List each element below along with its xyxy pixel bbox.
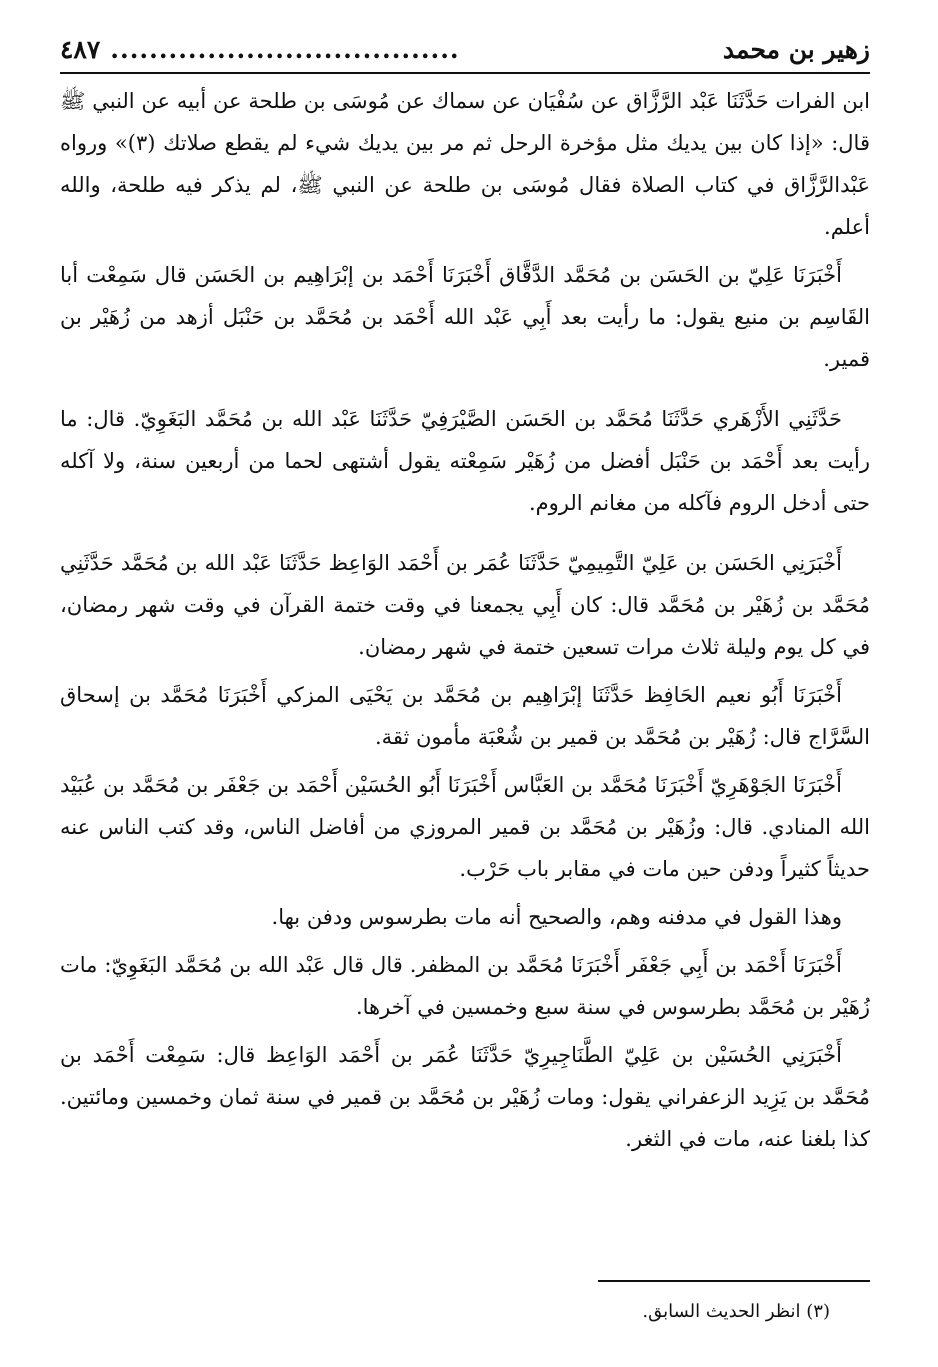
running-head <box>60 28 870 74</box>
book-page <box>60 28 870 1348</box>
paragraph-9: أَخْبَرَنِي الحُسَيْن بن عَلِيّ الطَّنَاجِيرِيّ حَدَّثَنَا عُمَر بن أَحْمَد الوَاعِظ قال: سَمِعْت أَحْمَد بن مُحَمَّد بن يَزِيد الزعفراني يقول: ومات زُهَيْر بن مُحَمَّد بن قمير في سنة ثمان وخمسين ومائتين. كذا بلغنا عنه، مات في الثغر. <box>60 1043 870 1151</box>
paragraph-7: وهذا القول في مدفنه وهم، والصحيح أنه مات بطرسوس ودفن بها. <box>271 905 842 929</box>
paragraph-5: أَخْبَرَنَا أَبُو نعيم الحَافِظ حَدَّثَنَا إبْرَاهِيم بن مُحَمَّد بن يَحْيَى المزكي أَخْبَرَنَا مُحَمَّد بن إسحاق السَّرَّاج قال: زُهَيْر بن مُحَمَّد بن قمير بن شُعْبَة مأمون ثقة. <box>60 683 870 749</box>
running-head-title: زهير بن محمد <box>722 35 870 64</box>
running-head-leader-dots: .................................... <box>110 35 460 64</box>
page-number: ٤٨٧ <box>60 35 101 64</box>
footnote: (٣) انظر الحديث السابق. <box>642 1301 830 1322</box>
paragraph-1: ابن الفرات حَدَّثَنَا عَبْد الرَّزَّاق عن سُفْيَان عن سماك عن مُوسَى بن طلحة عن أبيه عن النبي ﷺ قال: «إذا كان بين يديك مثل مؤخرة الرحل ثم مر بين يديك شيء لم يقطع صلاتك (٣)» ورواه عَبْدالرَّزَّاق في كتاب الصلاة فقال مُوسَى بن طلحة عن النبي ﷺ، لم يذكر فيه طلحة، والله أعلم. <box>60 89 870 239</box>
paragraph-8: أَخْبَرَنَا أَحْمَد بن أَبِي جَعْفَر أَخْبَرَنَا مُحَمَّد بن المظفر. قال قال عَبْد الله بن مُحَمَّد البَغَوِيّ: مات زُهَيْر بن مُحَمَّد بطرسوس في سنة سبع وخمسين في آخرها. <box>60 953 870 1019</box>
paragraph-4: أَخْبَرَنِي الحَسَن بن عَلِيّ التَّمِيمِيّ حَدَّثَنَا عُمَر بن أَحْمَد الوَاعِظ حَدَّثَنَا عَبْد الله بن مُحَمَّد حَدَّثَنِي مُحَمَّد بن زُهَيْر بن مُحَمَّد قال: كان أَبِي يجمعنا في وقت ختمة القرآن في وقت شهر رمضان، في كل يوم وليلة ثلاث مرات تسعين ختمة في شهر رمضان. <box>60 551 870 659</box>
paragraph-3: حَدَّثَنِي الأَزْهَري حَدَّثَنَا مُحَمَّد بن الحَسَن الصَّيْرَفِيّ حَدَّثَنَا عَبْد الله بن مُحَمَّد البَغَوِيّ. قال: ما رأيت بعد أَحْمَد بن حَنْبَل أفضل من زُهَيْر سَمِعْته يقول أشتهى لحما من أربعين سنة، ولا آكله حتى أدخل الروم فآكله من مغانم الروم. <box>60 407 870 515</box>
paragraph-2: أَخْبَرَنَا عَلِيّ بن الحَسَن بن مُحَمَّد الدَّقَّاق أَخْبَرَنَا أَحْمَد بن إبْرَاهِيم بن الحَسَن قال سَمِعْت أبا القَاسِم بن منيع يقول: ما رأيت بعد أَبِي عَبْد الله أَحْمَد بن مُحَمَّد بن حَنْبَل أزهد من زُهَيْر بن قمير. <box>60 263 870 371</box>
body-text <box>60 80 870 1160</box>
footnote-separator <box>598 1280 870 1282</box>
paragraph-6: أَخْبَرَنَا الجَوْهَرِيّ أَخْبَرَنَا مُحَمَّد بن العَبَّاس أَخْبَرَنَا أَبُو الحُسَيْن أَحْمَد بن جَعْفَر بن مُحَمَّد بن عُبَيْد الله المنادي. قال: وزُهَيْر بن مُحَمَّد بن قمير المروزي من أفاضل الناس، وقد كتب الناس عنه حديثاً كثيراً ودفن حين مات في مقابر باب حَرْب. <box>60 773 870 881</box>
